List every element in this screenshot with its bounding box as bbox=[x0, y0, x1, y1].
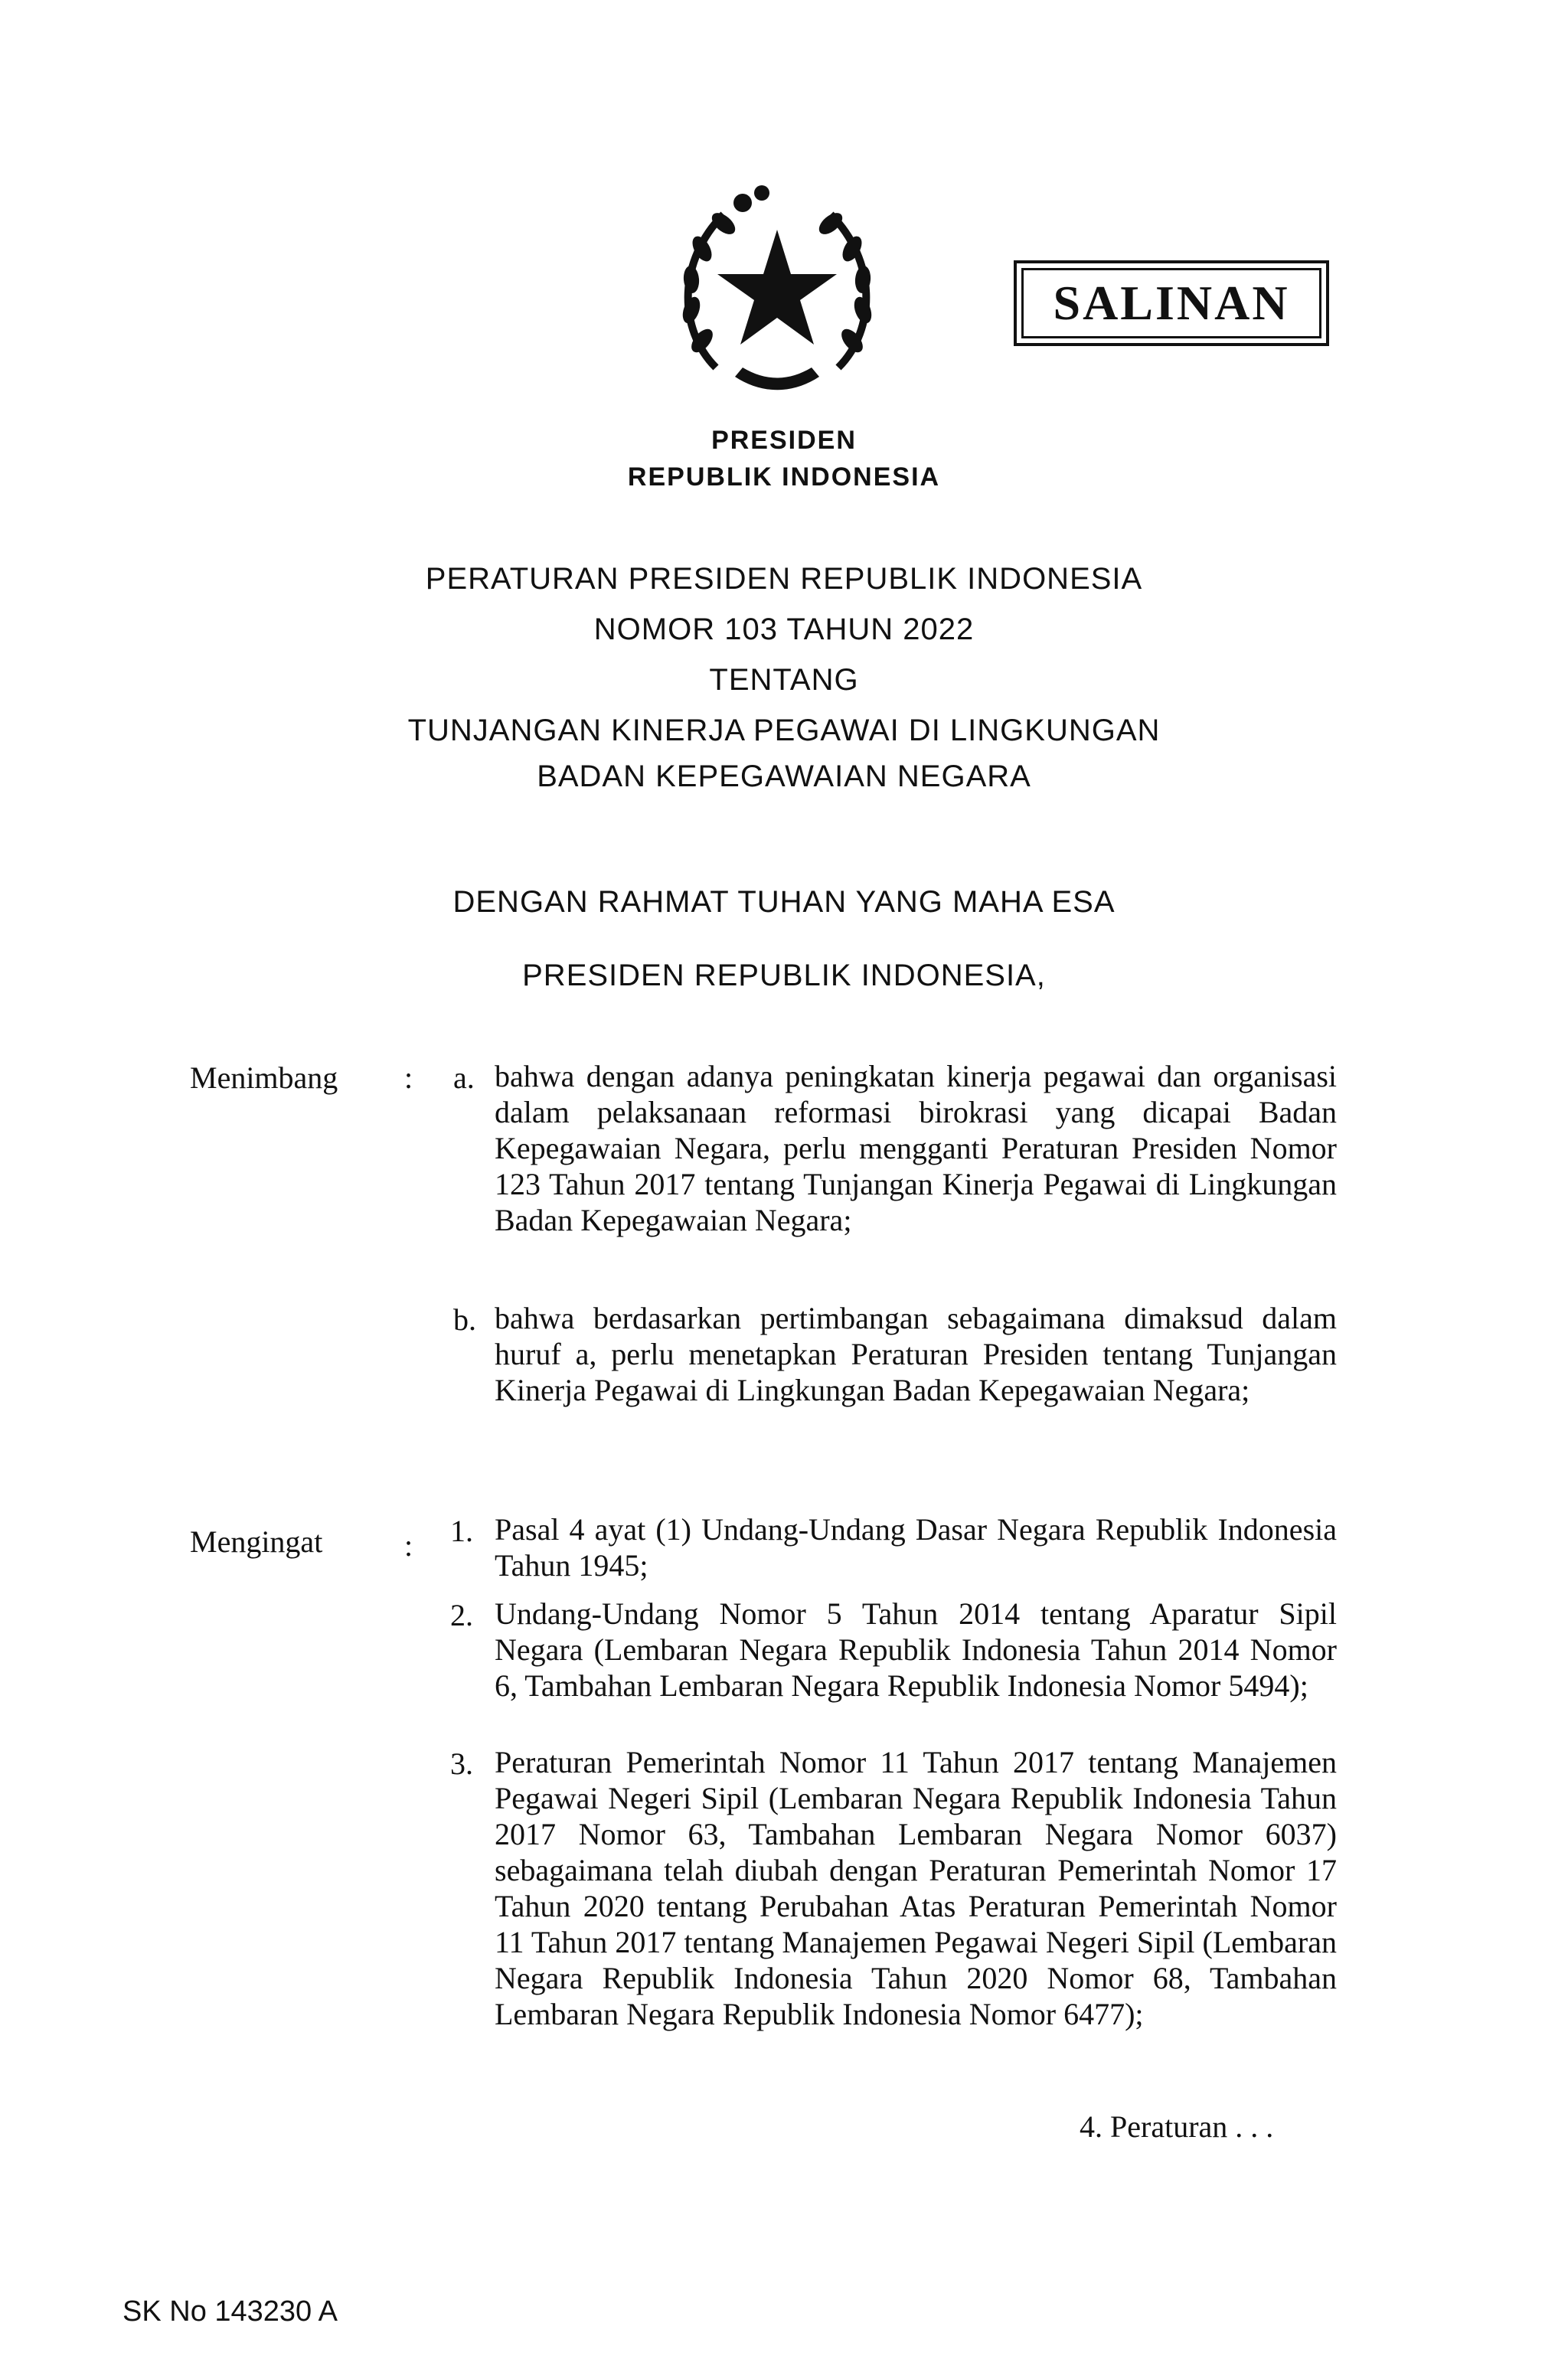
menimbang-item-text: bahwa dengan adanya peningkatan kinerja pegawai dan organisasi dalam pelaksanaan reformasi birokrasi yang dicapai Badan Kepegawaian Negara, perlu mengganti Peraturan Presiden Nomor 123 Tahun 2017 tentang Tunjangan Kinerja Pegawai di Lingkungan Badan Kepegawaian Negara; bbox=[495, 1059, 1337, 1237]
mengingat-item-text: Pasal 4 ayat (1) Undang-Undang Dasar Negara Republik Indonesia Tahun 1945; bbox=[495, 1512, 1337, 1583]
menimbang-colon: : bbox=[404, 1060, 413, 1095]
salinan-stamp-label: SALINAN bbox=[1021, 268, 1321, 338]
office-label-presiden: PRESIDEN bbox=[711, 426, 857, 455]
menimbang-item-text: bahwa berdasarkan pertimbangan sebagaimana dimaksud dalam huruf a, perlu menetapkan Peraturan Presiden tentang Tunjangan Kinerja Pegawai di Lingkungan Badan Kepegawaian Negara; bbox=[495, 1301, 1337, 1407]
page-continuation: 4. Peraturan . . . bbox=[1080, 2109, 1274, 2144]
regulation-tentang: TENTANG bbox=[709, 663, 859, 697]
menimbang-label: Menimbang bbox=[190, 1060, 338, 1095]
mengingat-colon: : bbox=[404, 1528, 413, 1563]
mengingat-item-marker: 1. bbox=[450, 1514, 473, 1548]
menimbang-item-marker: b. bbox=[453, 1302, 476, 1337]
preamble-rahmat: DENGAN RAHMAT TUHAN YANG MAHA ESA bbox=[452, 885, 1116, 919]
regulation-number: NOMOR 103 TAHUN 2022 bbox=[593, 613, 975, 646]
mengingat-label: Mengingat bbox=[190, 1524, 323, 1559]
salinan-stamp bbox=[1014, 260, 1329, 346]
regulation-title: PERATURAN PRESIDEN REPUBLIK INDONESIA bbox=[425, 562, 1143, 596]
regulation-subject-line1: TUNJANGAN KINERJA PEGAWAI DI LINGKUNGAN bbox=[407, 714, 1161, 747]
mengingat-item-marker: 3. bbox=[450, 1746, 473, 1781]
mengingat-item-text: Undang-Undang Nomor 5 Tahun 2014 tentang Aparatur Sipil Negara (Lembaran Negara Republik Indonesia Tahun 2014 Nomor 6, Tambahan Lembaran Negara Republik Indonesia Nomor 5494); bbox=[495, 1596, 1337, 1703]
sk-number: SK No 143230 A bbox=[122, 2295, 338, 2328]
office-label-republik: REPUBLIK INDONESIA bbox=[627, 462, 941, 492]
mengingat-item-text: Peraturan Pemerintah Nomor 11 Tahun 2017 tentang Manajemen Pegawai Negeri Sipil (Lembaran Negara Republik Indonesia Tahun 2017 Nomor 63, Tambahan Lembaran Negara Nomor 6037) sebagaimana telah diubah dengan Peraturan Pemerintah Nomor 17 Tahun 2020 tentang Perubahan Atas Peraturan Pemerintah Nomor 11 Tahun 2017 tentang Manajemen Pegawai Negeri Sipil (Lembaran Negara Republik Indonesia Tahun 2020 Nomor 68, Tambahan Lembaran Negara Republik Indonesia Nomor 6477); bbox=[495, 1745, 1337, 2031]
mengingat-item-marker: 2. bbox=[450, 1598, 473, 1632]
preamble-presiden: PRESIDEN REPUBLIK INDONESIA, bbox=[522, 959, 1046, 992]
menimbang-item-marker: a. bbox=[453, 1060, 475, 1095]
regulation-subject-line2: BADAN KEPEGAWAIAN NEGARA bbox=[537, 760, 1031, 793]
state-emblem-icon bbox=[655, 176, 900, 406]
